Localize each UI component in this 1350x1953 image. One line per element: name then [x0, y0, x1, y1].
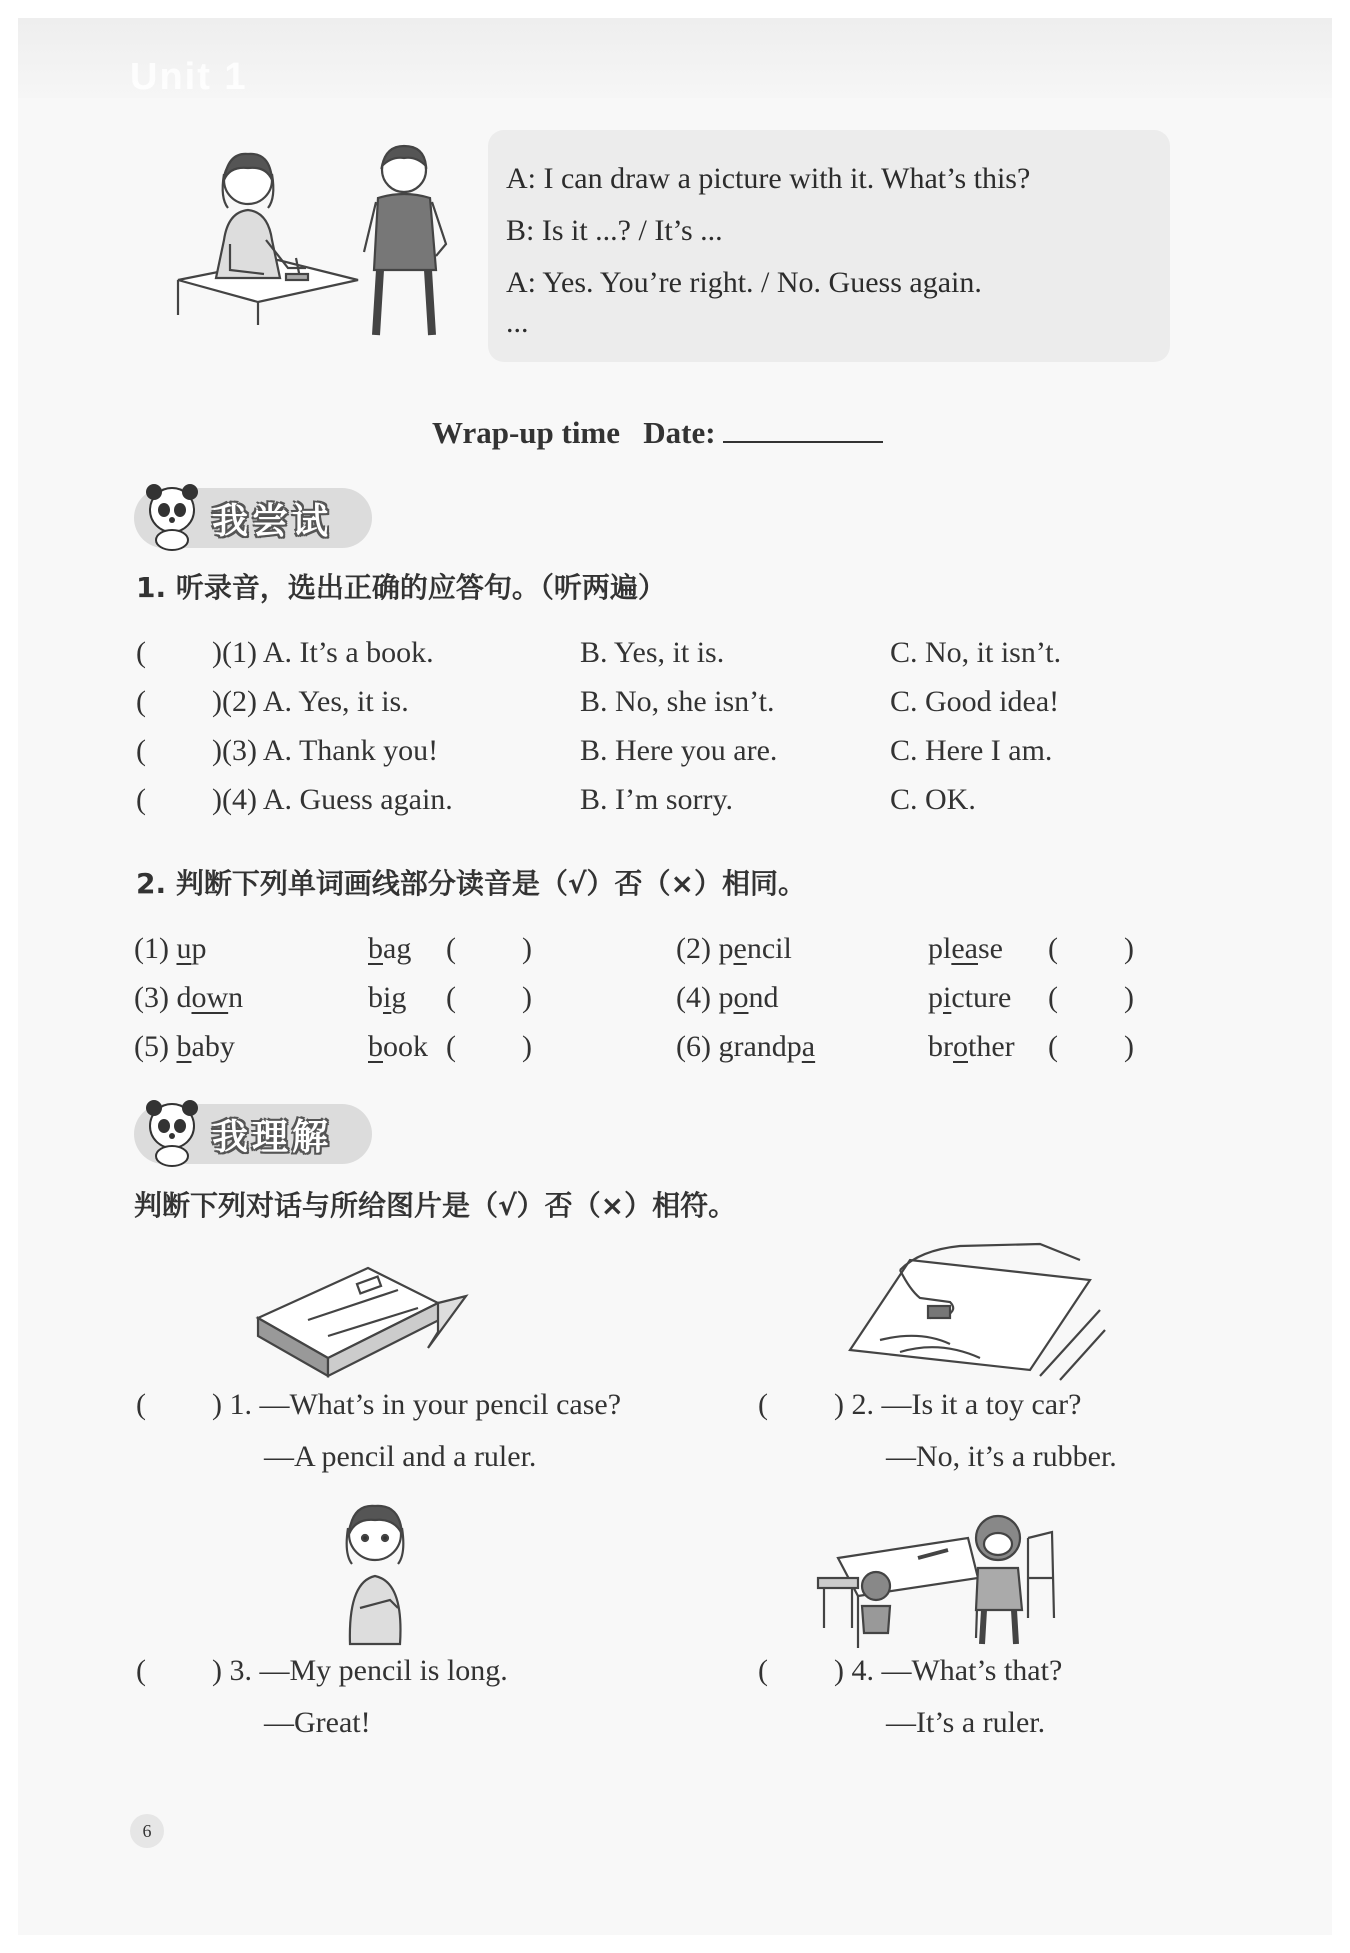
q2-answer-close-6: ): [1124, 1030, 1134, 1063]
q2-answer-open-3[interactable]: (: [446, 981, 456, 1014]
q2-compare-word-3: big: [368, 981, 407, 1014]
dialogue-line-4: ...: [506, 306, 529, 339]
q2-compare-word-1: bag: [368, 932, 412, 965]
s2-item-1-answer: —A pencil and a ruler.: [264, 1440, 537, 1473]
workbook-page: [18, 18, 1332, 1935]
pencil-case-illustration: [248, 1248, 478, 1378]
q2-answer-open-2[interactable]: (: [1048, 932, 1058, 965]
q1-paren[interactable]: (: [136, 636, 146, 669]
q2-word-5: (5) baby: [134, 1030, 235, 1063]
page-number: 6: [130, 1814, 164, 1848]
badge-label-understand: 我理解: [212, 1117, 333, 1158]
q2-answer-open-6[interactable]: (: [1048, 1030, 1058, 1063]
q1-item-4-a: )(4) A. Guess again.: [212, 783, 453, 816]
girl-illustration: [320, 1496, 430, 1646]
s2-item-1-question: ) 1. —What’s in your pencil case?: [212, 1388, 622, 1421]
q2-compare-word-5: book: [368, 1030, 428, 1063]
q2-compare-word-4: picture: [928, 981, 1012, 1014]
q2-compare-word-2: please: [928, 932, 1003, 965]
s2-item-4-answer: —It’s a ruler.: [886, 1706, 1046, 1739]
q1-item-2-c: C. Good idea!: [890, 685, 1060, 718]
unit-header-banner: [18, 18, 1332, 98]
q1-paren[interactable]: (: [136, 734, 146, 767]
date-blank[interactable]: [723, 413, 883, 443]
wrap-up-heading: [432, 413, 883, 451]
q2-word-3: (3) down: [134, 981, 244, 1014]
section2-instruction: 判断下列对话与所给图片是（√）否（×）相符。: [134, 1189, 737, 1222]
q2-word-2: (2) pencil: [676, 932, 792, 965]
unit-label: Unit 1: [130, 56, 248, 98]
q2-word-6: (6) grandpa: [676, 1030, 816, 1063]
s2-item-2-answer: —No, it’s a rubber.: [886, 1440, 1117, 1473]
q2-word-1: (1) up: [134, 932, 207, 965]
q2-answer-close-4: ): [1124, 981, 1134, 1014]
q1-item-3-a: )(3) A. Thank you!: [212, 734, 439, 767]
q1-instruction: 1. 听录音，选出正确的应答句。（听两遍）: [136, 571, 666, 604]
q2-answer-open-5[interactable]: (: [446, 1030, 456, 1063]
q2-answer-open-1[interactable]: (: [446, 932, 456, 965]
section-badge-understand: [134, 1104, 372, 1164]
wrap-up-title: Wrap-up time: [432, 415, 621, 450]
q1-item-4-c: C. OK.: [890, 783, 976, 816]
s2-item-3-answer: —Great!: [264, 1706, 371, 1739]
q1-paren[interactable]: (: [136, 685, 146, 718]
q2-answer-close-5: ): [522, 1030, 532, 1063]
s2-item-4-question: ) 4. —What’s that?: [834, 1654, 1063, 1687]
panda-icon: [142, 480, 202, 550]
classroom-monkey-illustration: [818, 1498, 1058, 1648]
q2-word-4: (4) pond: [676, 981, 779, 1014]
s2-paren-2[interactable]: (: [758, 1388, 768, 1421]
s2-item-2-question: ) 2. —Is it a toy car?: [834, 1388, 1082, 1421]
badge-label-try: 我尝试: [212, 501, 333, 542]
panda-icon: [142, 1096, 202, 1166]
q1-item-1-a: )(1) A. It’s a book.: [212, 636, 434, 669]
date-label: Date:: [643, 415, 716, 450]
q2-answer-close-1: ): [522, 932, 532, 965]
q1-item-3-c: C. Here I am.: [890, 734, 1053, 767]
q1-paren[interactable]: (: [136, 783, 146, 816]
dialogue-box: [488, 130, 1170, 362]
s2-paren-4[interactable]: (: [758, 1654, 768, 1687]
q2-answer-close-3: ): [522, 981, 532, 1014]
hand-rubber-illustration: [840, 1240, 1100, 1380]
s2-paren-3[interactable]: (: [136, 1654, 146, 1687]
s2-item-3-question: ) 3. —My pencil is long.: [212, 1654, 508, 1687]
s2-paren-1[interactable]: (: [136, 1388, 146, 1421]
q1-item-2-a: )(2) A. Yes, it is.: [212, 685, 409, 718]
section-badge-try: [134, 488, 372, 548]
dialogue-line-3: A: Yes. You’re right. / No. Guess again.: [506, 266, 982, 299]
dialogue-line-1: A: I can draw a picture with it. What’s this?: [506, 162, 1031, 195]
q2-instruction: 2. 判断下列单词画线部分读音是（√）否（×）相同。: [136, 867, 807, 900]
q1-item-3-b: B. Here you are.: [580, 734, 778, 767]
q2-answer-close-2: ): [1124, 932, 1134, 965]
q1-item-4-b: B. I’m sorry.: [580, 783, 734, 816]
q1-item-1-b: B. Yes, it is.: [580, 636, 725, 669]
q1-item-1-c: C. No, it isn’t.: [890, 636, 1062, 669]
q2-answer-open-4[interactable]: (: [1048, 981, 1058, 1014]
kids-drawing-illustration: [168, 140, 468, 340]
dialogue-line-2: B: Is it ...? / It’s ...: [506, 214, 723, 247]
q2-compare-word-6: brother: [928, 1030, 1015, 1063]
q1-item-2-b: B. No, she isn’t.: [580, 685, 775, 718]
